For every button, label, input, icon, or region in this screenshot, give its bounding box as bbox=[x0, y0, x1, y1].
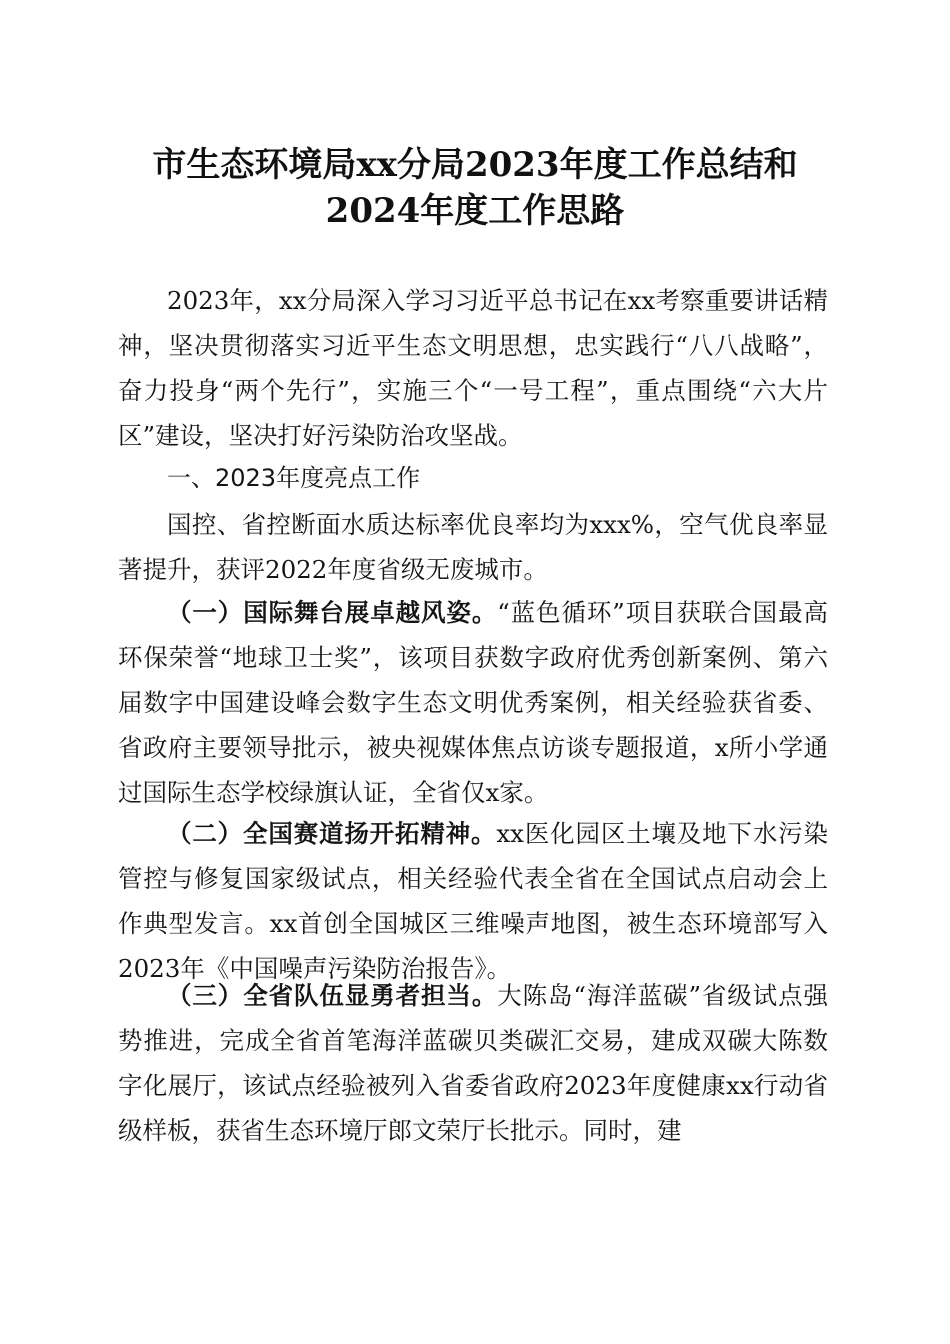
subsection-paragraph-3 bbox=[118, 973, 828, 1153]
subsection-lead-1: （一）国际舞台展卓越风姿。 bbox=[167, 598, 498, 627]
intro-paragraph: 2023年，xx分局深入学习习近平总书记在xx考察重要讲话精神，坚决贯彻落实习近平生态文明思想，忠实践行“八八战略”，奋力投身“两个先行”，实施三个“一号工程”，重点围绕“六大片区”建设，坚决打好污染防治攻坚战。 bbox=[118, 286, 828, 450]
subsection-lead-2: （二）全国赛道扬开拓精神。 bbox=[167, 819, 497, 848]
subsection-paragraph-1 bbox=[118, 590, 828, 815]
subsection-paragraph-2 bbox=[118, 811, 828, 991]
subsection-lead-3: （三）全省队伍显勇者担当。 bbox=[167, 981, 498, 1010]
document-title-line-1: 市生态环境局xx分局2023年度工作总结和 bbox=[152, 145, 798, 185]
subsection-text-3: 大陈岛“海洋蓝碳”省级试点强势推进，完成全省首笔海洋蓝碳贝类碳汇交易，建成双碳大陈数字化展厅，该试点经验被列入省委省政府2023年度健康xx行动省级样板，获省生态环境厅郎文荣厅长批示。同时，建 bbox=[118, 981, 828, 1145]
section-summary-paragraph: 国控、省控断面水质达标率优良率均为xxx%，空气优良率显著提升，获评2022年度省级无废城市。 bbox=[118, 510, 828, 584]
document-title-line-2: 2024年度工作思路 bbox=[325, 191, 625, 231]
section-heading-1: 一、2023年度亮点工作 bbox=[167, 464, 421, 492]
subsection-text-2: xx医化园区土壤及地下水污染管控与修复国家级试点，相关经验代表全省在全国试点启动会上作典型发言。xx首创全国城区三维噪声地图，被生态环境部写入2023年《中国噪声污染防治报告》。 bbox=[118, 819, 829, 983]
subsection-text-1: “蓝色循环”项目获联合国最高环保荣誉“地球卫士奖”，该项目获数字政府优秀创新案例、第六届数字中国建设峰会数字生态文明优秀案例，相关经验获省委、省政府主要领导批示，被央视媒体焦点访谈专题报道，x所小学通过国际生态学校绿旗认证，全省仅x家。 bbox=[118, 598, 828, 807]
